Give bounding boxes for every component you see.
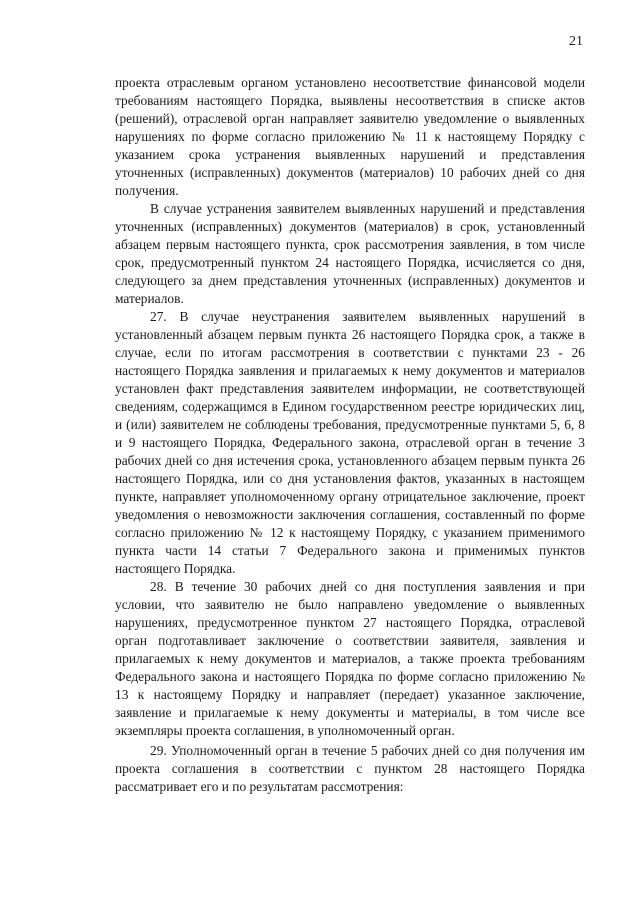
paragraph-27: 27. В случае неустранения заявителем выявленных нарушений в установленный абзацем первым пункта 26 настоящего Порядка срок, а также в случае, если по итогам рассмотрения в соответствии с пунктами 23 - 26 настоящего Порядка заявления и прилагаемых к нему документов и материалов установлен факт представления заявителем информации, не соответствующей сведениям, содержащимся в Едином государственном реестре юридических лиц, и (или) заявителем не соблюдены требования, предусмотренные пунктами 5, 6, 8 и 9 настоящего Порядка, Федерального закона, отраслевой орган в течение 3 рабочих дней со дня истечения срока, установленного абзацем первым пункта 26 настоящего Порядка, или со дня установления фактов, указанных в настоящем пункте, направляет уполномоченному органу отрицательное заключение, проект уведомления о невозможности заключения соглашения, составленный по форме согласно приложению № 12 к настоящему Порядку, с указанием применимого пункта части 14 статьи 7 Федерального закона и применимых пунктов настоящего Порядка. (115, 309, 585, 576)
document-body (115, 74, 585, 796)
paragraph-28: 28. В течение 30 рабочих дней со дня поступления заявления и при условии, что заявителю не было направлено уведомление о выявленных нарушениях, предусмотренное пунктом 27 настоящего Порядка, отраслевой орган подготавливает заключение о соответствии заявителя, заявления и прилагаемых к нему документов и материалов, а также проекта требованиям Федерального закона и настоящего Порядка по форме согласно приложению № 13 к настоящему Порядку и направляет (передает) указанное заключение, заявление и прилагаемые к нему документы и материалы, в том числе все экземпляры проекта соглашения, в уполномоченный орган. (115, 579, 585, 738)
page-number: 21 (569, 34, 583, 49)
paragraph-29: 29. Уполномоченный орган в течение 5 рабочих дней со дня получения им проекта соглашения в соответствии с пунктом 28 настоящего Порядка рассматривает его и по результатам рассмотрения: (115, 743, 585, 794)
paragraph-continuation: проекта отраслевым органом установлено несоответствие финансовой модели требованиям настоящего Порядка, выявлены несоответствия в списке актов (решений), отраслевой орган направляет заявителю уведомление о выявленных нарушениях по форме согласно приложению № 11 к настоящему Порядку с указанием срока устранения выявленных нарушений и представления уточненных (исправленных) документов (материалов) 10 рабочих дней со дня получения. (115, 75, 585, 198)
paragraph-26-second-abzac: В случае устранения заявителем выявленных нарушений и представления уточненных (исправленных) документов (материалов) в срок, установленный абзацем первым настоящего пункта, срок рассмотрения заявления, в том числе срок, предусмотренный пунктом 24 настоящего Порядка, исчисляется со дня, следующего за днем представления уточненных (исправленных) документов и материалов. (115, 201, 585, 306)
